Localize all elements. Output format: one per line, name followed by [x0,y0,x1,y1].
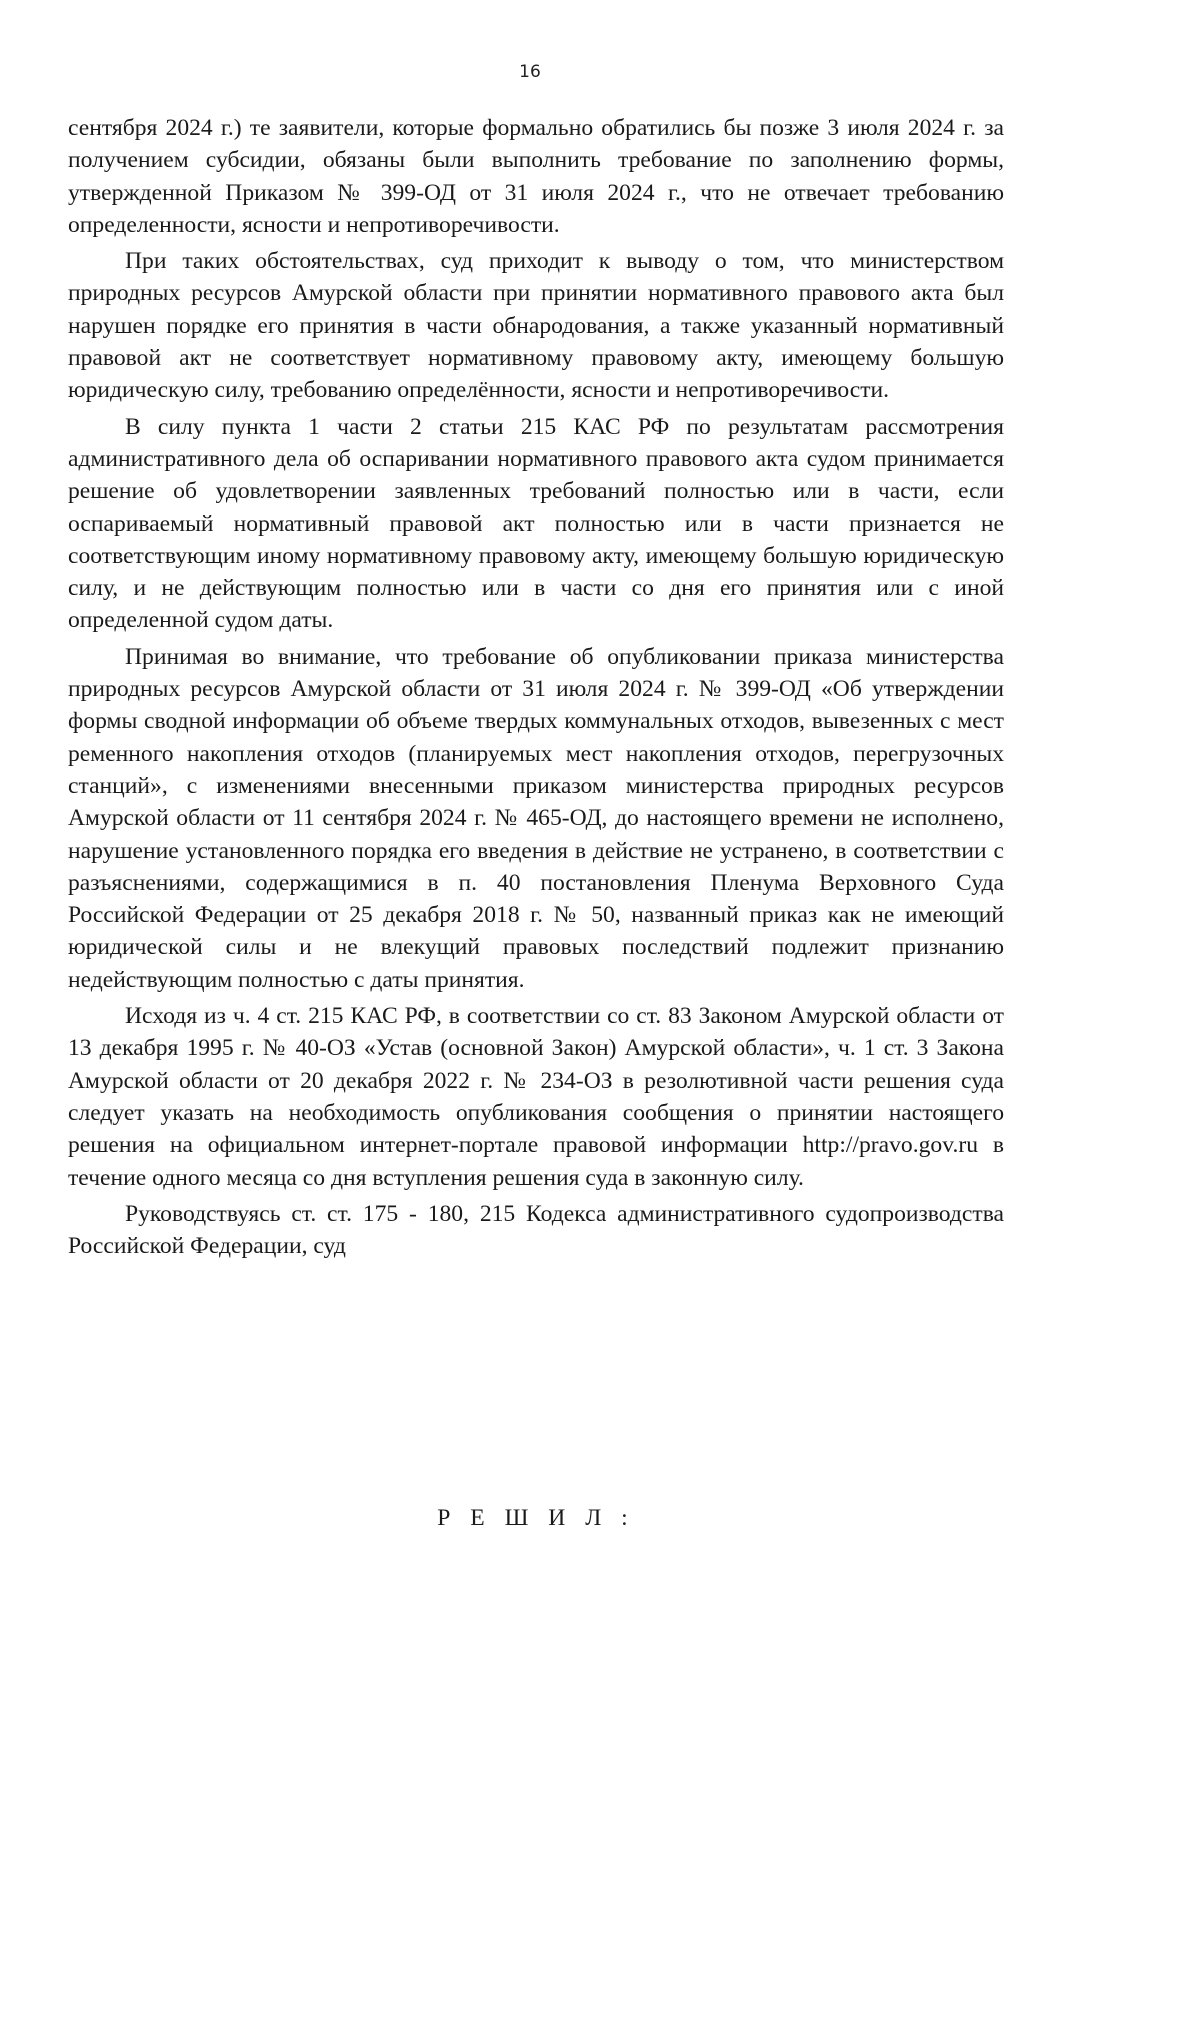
document-body [68,112,1004,1266]
paragraph-guided-by: Руководствуясь ст. ст. 175 - 180, 215 Кодекса административного судопроизводства Российской Федерации, суд [68,1200,1004,1260]
paragraph-continuation: сентября 2024 г.) те заявители, которые формально обратились бы позже 3 июля 2024 г. за получением субсидии, обязаны были выполнить требование по заполнению формы, утвержденной Приказом № 399-ОД от 31 июля 2024 г., что не отвечает требованию определенности, ясности и непротиворечивости. [68,115,1004,238]
paragraph-legal-basis: В силу пункта 1 части 2 статьи 215 КАС РФ по результатам рассмотрения административного дела об оспаривании нормативного правового акта судом принимается решение об удовлетворении заявленных требований полностью или в части, если оспариваемый нормативный правовой акт полностью или в части признается не соответствующим иному нормативному правовому акту, имеющему большую юридическую силу, и не действующим полностью или в части со дня его принятия или с иной определенной судом даты. [68,413,1004,634]
resolution-heading: Р Е Ш И Л : [437,1505,635,1531]
page-number: 16 [519,62,541,82]
paragraph-publication-instruction: Исходя из ч. 4 ст. 215 КАС РФ, в соответствии со ст. 83 Законом Амурской области от 13 декабря 1995 г. № 40-ОЗ «Устав (основной Закон) Амурской области», ч. 1 ст. 3 Закона Амурской области от 20 декабря 2022 г. № 234-ОЗ в резолютивной части решения суда следует указать на необходимость опубликования сообщения о принятии настоящего решения на официальном интернет-портале правовой информации http://pravo.gov.ru в течение одного месяца со дня вступления решения суда в законную силу. [68,1003,1004,1191]
paragraph-publication-requirement: Принимая во внимание, что требование об опубликовании приказа министерства природных ресурсов Амурской области от 31 июля 2024 г. № 399-ОД «Об утверждении формы сводной информации об объеме твердых коммунальных отходов, вывезенных с мест ременного накопления отходов (планируемых мест накопления отходов, перегрузочных станций», с изменениями внесенными приказом министерства природных ресурсов Амурской области от 11 сентября 2024 г. № 465-ОД, до настоящего времени не исполнено, нарушение установленного порядка его введения в действие не устранено, в соответствии с разъяснениями, содержащимися в п. 40 постановления Пленума Верховного Суда Российской Федерации от 25 декабря 2018 г. № 50, названный приказ как не имеющий юридической силы и не влекущий правовых последствий подлежит признанию недействующим полностью с даты принятия. [68,643,1004,993]
paragraph-court-conclusion: При таких обстоятельствах, суд приходит к выводу о том, что министерством природных ресурсов Амурской области при принятии нормативного правового акта был нарушен порядке его принятия в части обнародования, а также указанный нормативный правовой акт не соответствует нормативному правовому акту, имеющему большую юридическую силу, требованию определённости, ясности и непротиворечивости. [68,248,1004,404]
